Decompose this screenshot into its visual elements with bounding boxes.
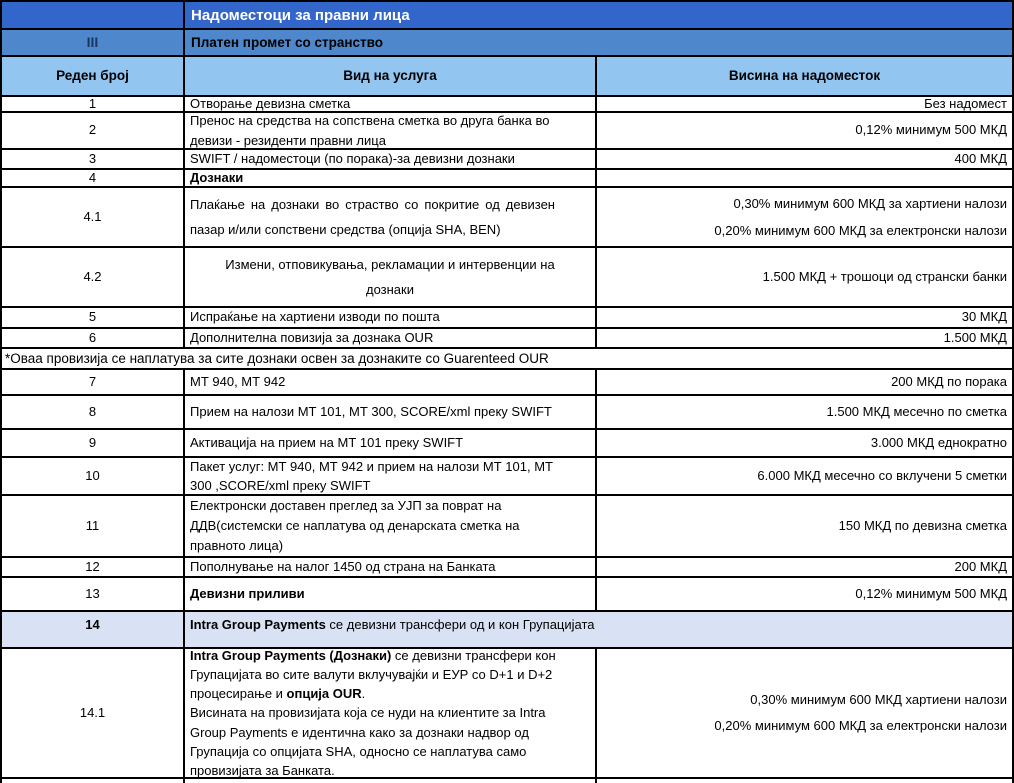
cell-num: 10 xyxy=(2,458,185,494)
cell-num: 4.1 xyxy=(2,188,185,246)
table-row xyxy=(2,649,1012,779)
table-row xyxy=(2,97,1012,113)
cell-num: 11 xyxy=(2,496,185,556)
cell-num: 6 xyxy=(2,329,185,347)
cell-num: 4 xyxy=(2,170,185,186)
fee-line: 0,30% минимум 600 МКД за хартиени налози xyxy=(733,195,1007,211)
cell-service: Електронски доставен преглед за УЈП за поврат на ДДВ(системски се наплатува од денарската сметка на правното лица) xyxy=(185,496,597,556)
table-row xyxy=(2,370,1012,396)
cell-service xyxy=(185,649,597,777)
table-row xyxy=(2,188,1012,248)
table-row xyxy=(2,150,1012,170)
fee-line: 0,20% минимум 600 МКД за електронски налози xyxy=(714,717,1007,733)
cell-service: Измени, отповикувања, рекламации и интервенции на дознаки xyxy=(185,248,597,306)
table-row xyxy=(2,396,1012,430)
table-row-section xyxy=(2,30,1012,57)
cell-fee: 400 МКД xyxy=(954,150,1007,166)
table-row xyxy=(2,458,1012,496)
cell-fee: 1.500 МКД месечно по сметка xyxy=(826,403,1007,419)
service-text: се девизни трансфери кон Групацијата во сите валути вклучувајќи и ЕУР со D+1 и D+2 процесирање и xyxy=(190,649,556,702)
table-row xyxy=(2,248,1012,308)
corner-cell xyxy=(2,2,185,28)
cell-fee: 6.000 МКД месечно со вклучени 5 сметки xyxy=(757,467,1007,483)
service-text: се девизни трансфери од и кон Групацијата xyxy=(325,617,595,632)
cell-num: 13 xyxy=(2,578,185,610)
table-row-partial xyxy=(2,779,1012,783)
cell-fee xyxy=(597,779,1012,783)
service-text: Висината на провизијата која се нуди на клиентите за Intra Group Payments е идентична како за дознаки надвор од Групација со опцијата SHA, односно се наплатува само провизијата за Банката. xyxy=(190,705,546,777)
service-bold-text: опција OUR xyxy=(286,686,362,702)
cell-num: 12 xyxy=(2,558,185,576)
table-row xyxy=(2,170,1012,188)
table-row xyxy=(2,113,1012,150)
cell-fee xyxy=(597,188,1012,246)
table-row-intra-group xyxy=(2,612,1012,649)
service-bold-text: Intra Group Payments (Дознаки) xyxy=(190,649,392,664)
table-row xyxy=(2,329,1012,349)
cell-service: Испраќање на хартиени изводи по пошта xyxy=(185,308,597,327)
cell-fee xyxy=(597,170,1012,186)
service-bold-text: Intra Group Payments xyxy=(190,617,326,632)
cell-num: 4.2 xyxy=(2,248,185,306)
cell-num: 14.1 xyxy=(2,649,185,777)
cell-fee: 200 МКД по порака xyxy=(891,373,1007,389)
table-row xyxy=(2,558,1012,578)
table-row-note xyxy=(2,349,1012,370)
cell-fee: 0,12% минимум 500 МКД xyxy=(855,122,1007,138)
cell-num: 1 xyxy=(2,97,185,111)
cell-num: 7 xyxy=(2,370,185,394)
cell-service: Прием на налози МТ 101, МТ 300, SCORE/xml преку SWIFT xyxy=(185,396,597,428)
column-header-fee: Висина на надоместок xyxy=(728,67,881,83)
table-row xyxy=(2,308,1012,329)
cell-fee xyxy=(597,649,1012,777)
table-header-row xyxy=(2,57,1012,97)
cell-service: SWIFT / надоместоци (по порака)-за девизни дознаки xyxy=(185,150,597,168)
table-row xyxy=(2,430,1012,458)
cell-service: Дополнителна повизија за дознака OUR xyxy=(185,329,597,347)
column-header-num: Реден број xyxy=(2,57,185,95)
cell-service: Дознаки xyxy=(185,170,597,186)
cell-fee: 1.500 МКД + трошоци од странски банки xyxy=(762,268,1007,284)
cell-num: 3 xyxy=(2,150,185,168)
fee-line: 0,20% минимум 600 МКД за електронски налози xyxy=(714,223,1007,238)
cell-fee: 30 МКД xyxy=(961,309,1007,325)
cell-fee: 1.500 МКД xyxy=(943,329,1007,345)
table-row xyxy=(2,496,1012,558)
cell-service: Отворање девизна сметка xyxy=(185,97,597,111)
column-header-service: Вид на услуга xyxy=(185,57,597,95)
cell-num: 2 xyxy=(2,113,185,148)
cell-fee: 3.000 МКД еднократно xyxy=(870,434,1007,450)
section-number: III xyxy=(2,30,185,55)
table-row-title xyxy=(2,2,1012,30)
cell-fee: 200 МКД xyxy=(954,558,1007,574)
cell-num: 5 xyxy=(2,308,185,327)
cell-service: Пополнување на налог 1450 од страна на Банката xyxy=(185,558,597,576)
cell-service: Пренос на средства на сопствена сметка во друга банка во девизи - резиденти правни лица xyxy=(185,113,597,148)
cell-service: Плаќање на дознаки во страство со покритие од девизен пазар и/или сопствени средства (опција SHA, BEN) xyxy=(185,188,597,246)
page-title: Надоместоци за правни лица xyxy=(191,6,410,24)
cell-fee: Без надомест xyxy=(924,97,1007,111)
section-name: Платен промет со странство xyxy=(191,35,383,50)
cell-num: 9 xyxy=(2,430,185,456)
table-row xyxy=(2,578,1012,612)
cell-service: МТ 940, МТ 942 xyxy=(185,370,597,394)
cell-service: Активација на прием на МТ 101 преку SWIFT xyxy=(185,430,597,456)
cell-service: Девизни приливи xyxy=(185,578,597,610)
cell-num: 8 xyxy=(2,396,185,428)
cell-num: 14 xyxy=(2,612,185,647)
fee-line: 0,30% минимум 600 МКД хартиени налози xyxy=(750,692,1007,708)
cell-service: Пакет услуг: МТ 940, МТ 942 и прием на налози МТ 101, МТ 300 ,SCORE/xml преку SWIFT xyxy=(185,458,597,494)
cell-service-merged xyxy=(185,612,1012,647)
cell-num xyxy=(2,779,185,783)
cell-fee: 150 МКД по девизна сметка xyxy=(838,517,1007,533)
footnote: *Оваа провизија се наплатува за сите дознаки освен за дознаките со Guarenteed OUR xyxy=(5,351,549,366)
service-text: . xyxy=(361,686,366,702)
cell-fee: 0,12% минимум 500 МКД xyxy=(855,585,1007,601)
cell-service xyxy=(185,779,597,783)
